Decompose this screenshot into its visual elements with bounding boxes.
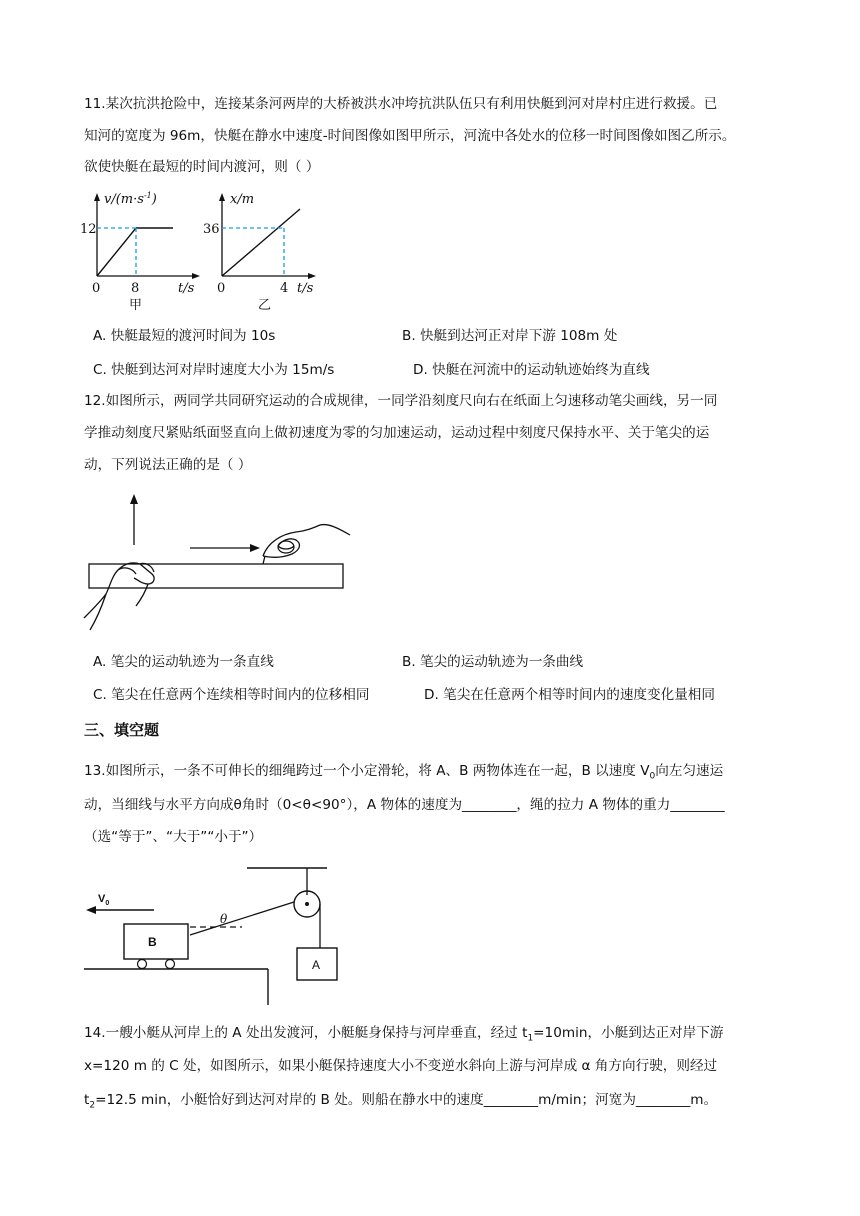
wheel-left [138, 960, 147, 969]
yi-xtick: 4 [280, 281, 289, 296]
section-title-fill-in: 三、填空题 [84, 721, 160, 739]
q11-stem-line3: 欲使快艇在最短的时间内渡河，则（ ） [84, 159, 320, 175]
graph-jia [80, 185, 210, 320]
svg-text:v/(m·s-1) [104, 191, 157, 207]
jia-ylabel: v/(m·s [104, 192, 144, 207]
q14-stem-line3 [84, 1090, 717, 1116]
q11-option-c[interactable]: C. 快艇到达河对岸时速度大小为 15m/s [93, 362, 335, 378]
q12-option-b[interactable]: B. 笔尖的运动轨迹为一条曲线 [402, 654, 584, 670]
block-a-label: A [312, 958, 321, 972]
svg-text:V0 [98, 893, 109, 907]
q12-option-d[interactable]: D. 笔尖在任意两个相等时间内的速度变化量相同 [424, 687, 715, 703]
yi-caption: 乙 [258, 298, 272, 313]
q11-option-a[interactable]: A. 快艇最短的渡河时间为 10s [93, 328, 276, 344]
right-arrow-icon [250, 544, 260, 552]
jia-xtick: 8 [131, 281, 140, 296]
wheel-right [166, 960, 175, 969]
q13-stem-line1 [84, 761, 723, 787]
pen-hand-icon [263, 525, 350, 564]
yi-ytick: 36 [203, 222, 220, 237]
jia-ytick: 12 [80, 222, 97, 237]
q12-stem-line1: 12.如图所示，两同学共同研究运动的合成规律，一同学沿刻度尺向右在纸面上匀速移动笔尖画线，另一同 [84, 393, 718, 409]
q14-stem-line3-main: =12.5 min，小艇恰好到达河对岸的 B 处。则船在静水中的速度________m/min；河宽为________m。 [95, 1092, 718, 1108]
velocity-label: V [98, 893, 106, 905]
yi-origin: 0 [217, 281, 226, 296]
q12-stem-line2: 学推动刻度尺紧贴纸面竖直向上做初速度为零的匀加速运动，运动过程中刻度尺保持水平、关于笔尖的运 [84, 425, 710, 441]
velocity-subscript: 0 [105, 900, 110, 907]
q11-stem-line2: 知河的宽度为 96m，快艇在静水中速度-时间图像如图甲所示，河流中各处水的位移一时间图像如图乙所示。 [84, 128, 736, 144]
jia-xlabel: t/s [178, 281, 195, 296]
jia-ylabel-sup: -1 [143, 191, 152, 200]
q14-stem-line1-end: =10min，小艇到达正对岸下游 [533, 1025, 724, 1041]
velocity-arrow-icon [86, 906, 96, 914]
ruler-hands-figure [82, 490, 362, 642]
yi-xlabel: t/s [297, 281, 314, 296]
block-b-label: B [148, 935, 157, 949]
q14-stem-line2: x=120 m 的 C 处，如图所示，如果小艇保持速度大小不变逆水斜向上游与河岸成 α 角方向行驶，则经过 [84, 1058, 718, 1074]
jia-caption: 甲 [129, 298, 143, 313]
angle-theta-label: θ [220, 912, 228, 926]
q12-option-c[interactable]: C. 笔尖在任意两个连续相等时间内的位移相同 [93, 687, 370, 703]
q11-option-b[interactable]: B. 快艇到达河正对岸下游 108m 处 [402, 328, 618, 344]
q11-stem-line1: 11.某次抗洪抢险中，连接某条河两岸的大桥被洪水冲垮抗洪队伍只有利用快艇到河对岸村庄进行救援。已 [84, 96, 718, 112]
q13-stem-line3: （选“等于”、“大于”“小于”） [84, 829, 263, 845]
graph-yi [200, 185, 330, 320]
jia-ylabel-close: ) [151, 192, 157, 207]
up-arrow-icon [130, 494, 138, 504]
q13-stem-line1-main: 13.如图所示，一条不可伸长的细绳跨过一个小定滑轮，将 A、B 两物体连在一起，B 以速度 V [84, 763, 650, 779]
q12-option-a[interactable]: A. 笔尖的运动轨迹为一条直线 [93, 654, 274, 670]
q12-stem-line3: 动，下列说法正确的是（ ） [84, 457, 252, 473]
q14-t1-subscript: 1 [527, 1033, 534, 1044]
q14-stem-line1 [84, 1023, 723, 1049]
jia-origin: 0 [92, 281, 101, 296]
yi-ylabel: x/m [230, 192, 255, 207]
jia-velocity-rise [97, 228, 136, 276]
q13-v0-subscript: 0 [649, 771, 656, 782]
q11-option-d[interactable]: D. 快艇在河流中的运动轨迹始终为直线 [413, 362, 650, 378]
pushing-hand-icon [84, 563, 154, 630]
pulley-figure [82, 860, 342, 1010]
q14-t2-symbol: t [84, 1092, 90, 1108]
q14-t2-subscript: 2 [89, 1100, 96, 1111]
q13-stem-line2: 动，当细线与水平方向成θ角时（0<θ<90°），A 物体的速度为________，绳的拉力 A 物体的重力________ [84, 797, 725, 813]
q13-stem-line1-end: 向左匀速运 [655, 763, 724, 779]
yi-displacement-line [222, 209, 300, 276]
q14-stem-line1-main: 14.一艘小艇从河岸上的 A 处出发渡河，小艇艇身保持与河岸垂直，经过 t [84, 1025, 528, 1041]
